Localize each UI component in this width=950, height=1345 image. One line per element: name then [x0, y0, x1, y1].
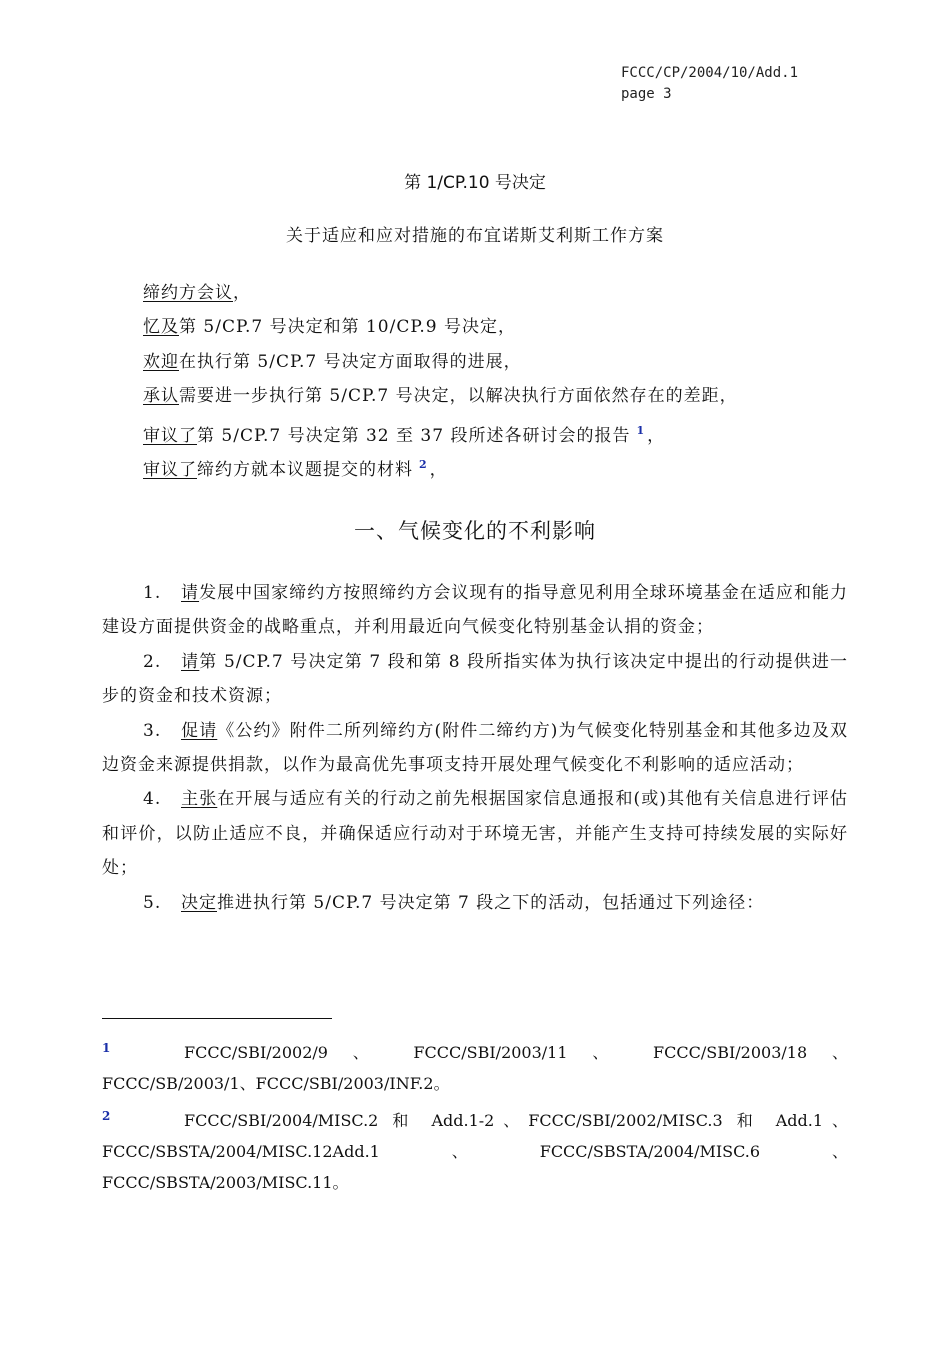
paragraph-text: 《公约》附件二所列缔约方(附件二缔约方)为气候变化特别基金和其他多边及双边资金来源提供捐款，以作为最高优先事项支持开展处理气候变化不利影响的适应活动； — [102, 720, 848, 776]
footnote-text: FCCC/SBI/2002/9 、 FCCC/SBI/2003/11 、 FCCC/SBI/2003/18 、 FCCC/SB/2003/1、FCCC/SBI/2003/INF.2。 — [102, 1043, 848, 1093]
paragraph-text: 发展中国家缔约方按照缔约方会议现有的指导意见利用全球环境基金在适应和能力建设方面提供资金的战略重点，并利用最近向气候变化特别基金认捐的资金； — [102, 583, 849, 638]
preamble-verb: 欢迎 — [143, 351, 179, 372]
paragraph-verb: 请 — [181, 651, 200, 672]
paragraph-verb: 促请 — [181, 720, 218, 741]
paragraph — [102, 576, 848, 645]
operative-paragraphs — [102, 576, 848, 920]
paragraph — [102, 645, 848, 714]
paragraph-number: 2. — [143, 651, 162, 672]
preamble-verb: 缔约方会议 — [143, 283, 233, 303]
footnote-separator — [102, 1018, 332, 1019]
footnote-ref[interactable]: 2 — [419, 457, 428, 471]
footnote — [102, 1033, 848, 1099]
paragraph-text: 推进执行第 5/CP.7 号决定第 7 段之下的活动，包括通过下列途径： — [217, 892, 765, 913]
preamble-verb: 承认 — [143, 386, 179, 407]
preamble-line — [143, 310, 863, 344]
footnote-mark: 1 — [102, 1041, 111, 1055]
preamble-verb: 审议了 — [143, 425, 197, 446]
decision-title: 第 1/CP.10 号决定 — [404, 173, 546, 193]
preamble-text: ， — [233, 283, 251, 303]
paragraph — [102, 886, 848, 920]
preamble-tail: ， — [429, 459, 448, 480]
preamble-text: 第 5/CP.7 号决定和第 10/CP.9 号决定， — [179, 317, 516, 338]
paragraph-number: 4. — [143, 789, 162, 810]
paragraph-text: 在开展与适应有关的行动之前先根据国家信息通报和(或)其他有关信息进行评估和评价，以防止适应不良，并确保适应行动对于环境无害，并能产生支持可持续发展的实际好处； — [102, 789, 848, 879]
preamble — [143, 276, 863, 482]
preamble-tail: ， — [647, 425, 666, 446]
preamble-line — [143, 414, 863, 448]
footnotes — [102, 1033, 848, 1200]
document-header — [621, 63, 798, 105]
footnote-text: FCCC/SBI/2004/MISC.2 和 Add.1-2、FCCC/SBI/2002/MISC.3 和 Add.1、FCCC/SBSTA/2004/MISC.12Add.1、FCCC/SBSTA/2004/MISC.6、FCCC/SBSTA/2003/MISC.11。 — [102, 1111, 848, 1192]
preamble-line — [143, 345, 863, 379]
preamble-text: 需要进一步执行第 5/CP.7 号决定，以解决执行方面依然存在的差距， — [179, 386, 738, 407]
preamble-line — [143, 448, 863, 482]
paragraph-text: 第 5/CP.7 号决定第 7 段和第 8 段所指实体为执行该决定中提出的行动提供进一步的资金和技术资源； — [102, 651, 848, 707]
paragraph-verb: 请 — [181, 583, 200, 603]
paragraph-verb: 决定 — [181, 892, 217, 913]
preamble-text: 缔约方就本议题提交的材料 — [197, 459, 413, 480]
preamble-text: 第 5/CP.7 号决定第 32 至 37 段所述各研讨会的报告 — [197, 425, 631, 446]
preamble-text: 在执行第 5/CP.7 号决定方面取得的进展， — [179, 351, 522, 372]
paragraph-number: 3. — [143, 720, 162, 741]
footnote-ref[interactable]: 1 — [636, 423, 646, 437]
document-symbol: FCCC/CP/2004/10/Add.1 — [621, 65, 799, 81]
preamble-verb: 审议了 — [143, 459, 197, 480]
paragraph — [102, 714, 848, 783]
paragraph-verb: 主张 — [181, 789, 218, 810]
paragraph-number: 5. — [143, 892, 162, 913]
paragraph — [102, 782, 848, 885]
preamble-verb: 忆及 — [143, 317, 179, 338]
paragraph-number: 1. — [143, 583, 162, 603]
footnote-mark: 2 — [102, 1109, 111, 1123]
footnote — [102, 1101, 848, 1198]
preamble-line — [143, 276, 863, 310]
preamble-line — [143, 379, 863, 413]
programme-title: 关于适应和应对措施的布宜诺斯艾利斯工作方案 — [286, 226, 664, 246]
section-heading: 一、气候变化的不利影响 — [354, 519, 596, 543]
page-number: page 3 — [621, 86, 672, 102]
